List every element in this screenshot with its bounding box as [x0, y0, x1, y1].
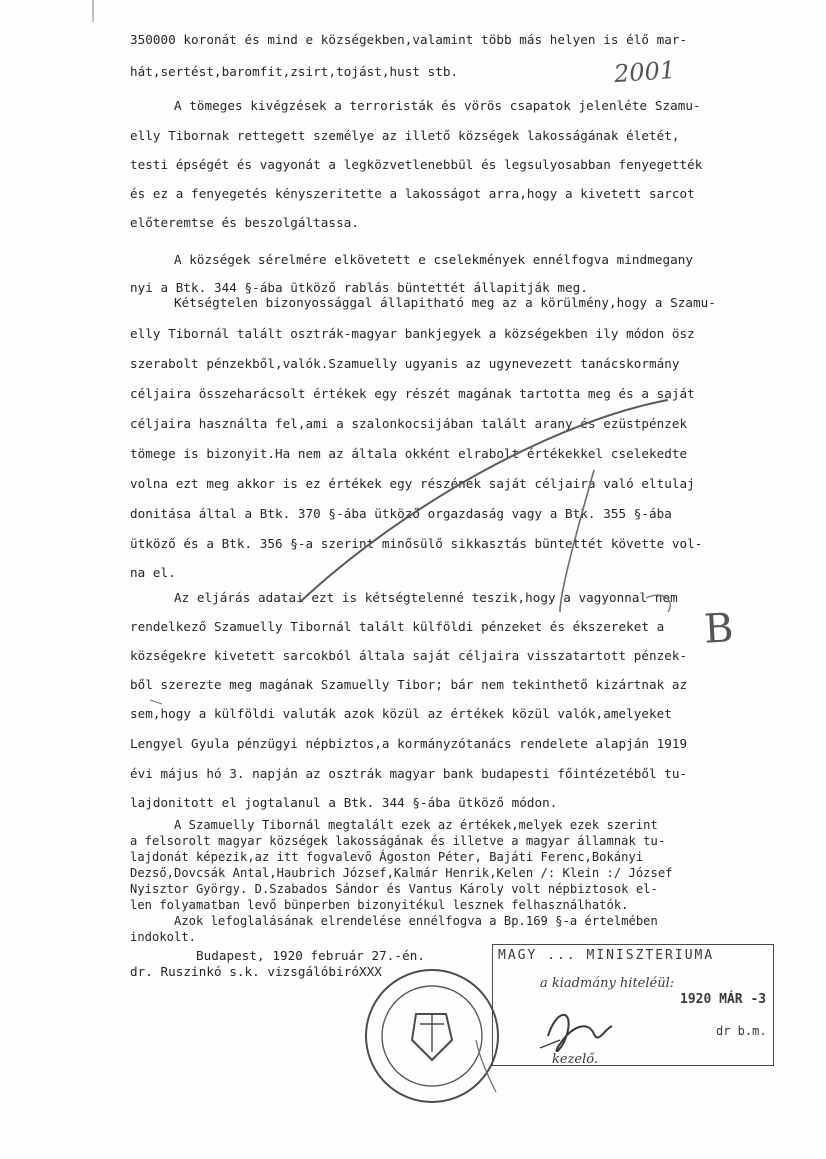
- text-line: és ez a fenyegetés kényszeritette a lakosságot arra,hogy a kivetett sarcot: [130, 186, 695, 201]
- signature-stroke: [548, 1015, 612, 1051]
- text-line: ütköző és a Btk. 356 §-a szerint minősülő sikkasztás büntettét követte vol-: [130, 536, 703, 551]
- text-line: rendelkező Szamuelly Tibornál talált külföldi pénzeket és ékszereket a: [130, 619, 665, 634]
- stamp-date: 1920 MÁR -3: [680, 992, 767, 1007]
- text-line: lajdonát képezik,az itt fogvalevő Ágoston Péter, Bajáti Ferenc,Bokányi: [130, 850, 644, 864]
- text-line: községekre kivetett sarcokból általa saját céljaira visszatartott pénzek-: [130, 648, 688, 663]
- text-line: lajdonitott el jogtalanul a Btk. 344 §-ába ütköző módon.: [130, 795, 558, 810]
- text-line: A községek sérelmére elkövetett e cselekmények ennélfogva mindmegany: [174, 252, 693, 267]
- text-line: testi épségét és vagyonát a legközvetlenebbül és legsulyosabban fenyegették: [130, 157, 703, 172]
- text-line: donitása által a Btk. 370 §-ába ütköző orgazdaság vagy a Btk. 355 §-ába: [130, 506, 672, 521]
- text-line: Az eljárás adatai ezt is kétségtelenné teszik,hogy a vagyonnal nem: [174, 590, 678, 605]
- text-line: elly Tibornak rettegett személye az illető községek lakosságának életét,: [130, 128, 680, 143]
- text-line: előteremtse és beszolgáltassa.: [130, 215, 359, 230]
- text-line: Azok lefoglalásának elrendelése ennélfogva a Bp.169 §-a értelmében: [174, 914, 658, 928]
- text-line: a felsorolt magyar községek lakosságának és illetve a magyar államnak tu-: [130, 834, 666, 848]
- text-line: 350000 koronát és mind e községekben,valamint több más helyen is élő mar-: [130, 32, 688, 47]
- stamp-extra: dr b.m.: [716, 1024, 767, 1038]
- text-line: nyi a Btk. 344 §-ába ütköző rablás büntettét állapitják meg.: [130, 280, 588, 295]
- text-line: ből szerezte meg magának Szamuelly Tibor; bár nem tekinthető kizártnak az: [130, 677, 688, 692]
- text-line: szerabolt pénzekből,valók.Szamuelly ugyanis az ugynevezett tanácskormány: [130, 356, 680, 371]
- stamp-certify: a kiadmány hiteléül:: [540, 976, 675, 991]
- stamp-header: MAGY ... MINISZTERIUMA: [498, 948, 715, 963]
- stamp-role: kezelő.: [552, 1052, 599, 1067]
- text-line: sem,hogy a külföldi valuták azok közül az értékek közül valók,amelyeket: [130, 706, 672, 721]
- text-line: indokolt.: [130, 930, 196, 944]
- text-line: Dezső,Dovcsák Antal,Haubrich József,Kalmár Henrik,Kelen /: Klein :/ József: [130, 866, 673, 880]
- text-line: volna ezt meg akkor is ez értékek egy részének saját céljaira való eltulaj: [130, 476, 695, 491]
- text-line: Lengyel Gyula pénzügyi népbiztos,a kormányzótanács rendelete alapján 1919: [130, 736, 688, 751]
- margin-mark: B: [702, 605, 735, 653]
- pencil-annotation: 2001: [613, 55, 676, 89]
- text-line: Kétségtelen bizonyossággal állapitható meg az a körülmény,hogy a Szamu-: [174, 295, 716, 310]
- place-date: Budapest, 1920 február 27.-én.: [196, 948, 425, 963]
- signer-line: dr. Ruszinkó s.k. vizsgálóbiróXXX: [130, 964, 382, 979]
- text-line: évi május hó 3. napján az osztrák magyar bank budapesti főintézetéből tu-: [130, 766, 688, 781]
- text-line: céljaira összeharácsolt értékek egy részét magának tartotta meg és a saját: [130, 386, 695, 401]
- text-line: na el.: [130, 565, 176, 580]
- text-line: len folyamatban levő bünperben bizonyitékul lesznek felhasználhatók.: [130, 898, 629, 912]
- text-line: tömege is bizonyit.Ha nem az általa okként elrabolt értékekkel cselekedte: [130, 446, 688, 461]
- text-line: céljaira használta fel,ami a szalonkocsijában talált arany és ezüstpénzek: [130, 416, 688, 431]
- text-line: A Szamuelly Tibornál megtalált ezek az értékek,melyek ezek szerint: [174, 818, 658, 832]
- text-line: elly Tibornál talált osztrák-magyar bankjegyek a községekben ily módon ösz: [130, 326, 695, 341]
- text-line: A tömeges kivégzések a terroristák és vörös csapatok jelenléte Szamu-: [174, 98, 701, 113]
- text-line: hát,sertést,baromfit,zsirt,tojást,hust stb.: [130, 64, 459, 79]
- text-line: Nyisztor György. D.Szabados Sándor és Vantus Károly volt népbiztosok el-: [130, 882, 658, 896]
